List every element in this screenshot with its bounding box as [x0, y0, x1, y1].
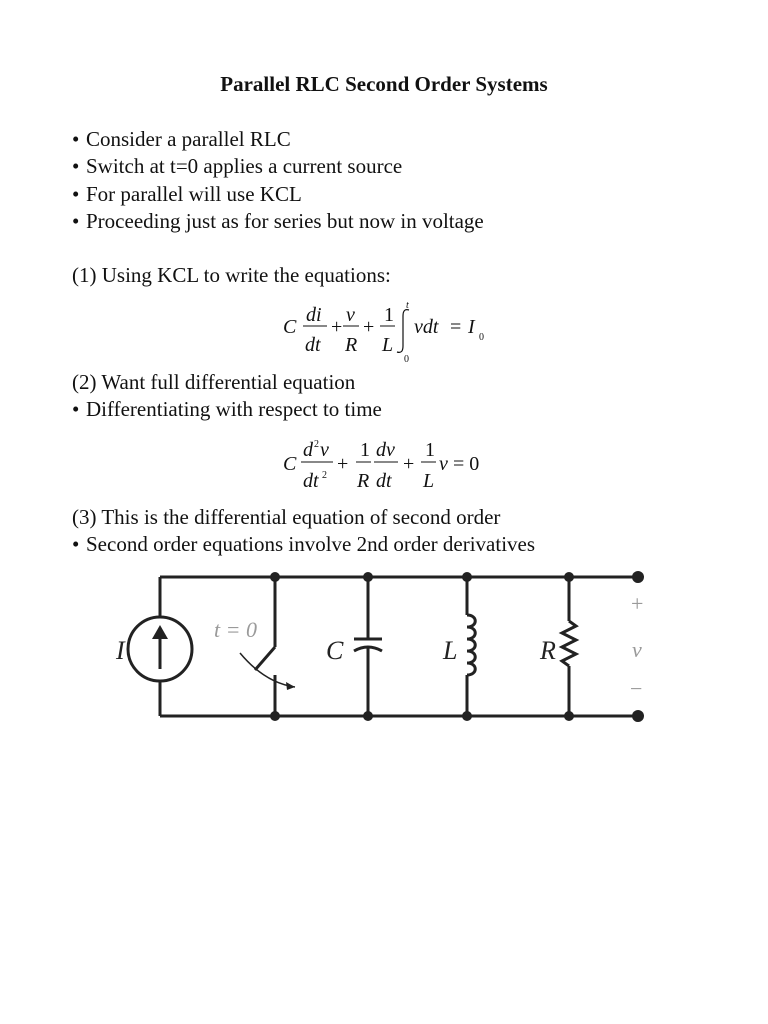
bullet-icon: •	[72, 209, 80, 233]
bullet-item	[72, 532, 535, 557]
eq2-l: L	[423, 470, 435, 492]
eq1-upper-limit: t	[406, 300, 409, 311]
eq2-dt: dt	[376, 470, 392, 492]
parallel-rlc-circuit	[100, 565, 660, 735]
node-dot	[564, 711, 574, 721]
eq2-dt-sup: 2	[322, 470, 327, 481]
node-dot	[363, 572, 373, 582]
eq1-dt: dt	[305, 334, 321, 356]
page-title: Parallel RLC Second Order Systems	[220, 72, 548, 96]
eq1-i-sub: 0	[479, 332, 484, 343]
bullet-icon: •	[72, 397, 80, 421]
node-dot	[462, 572, 472, 582]
inductor-coil	[467, 615, 475, 675]
eq1-di: di	[306, 304, 322, 326]
integral-sign	[397, 310, 409, 353]
eq1-r: R	[345, 334, 358, 356]
node-dot	[462, 711, 472, 721]
node-dot	[564, 572, 574, 582]
eq1-plus-1: +	[331, 316, 343, 338]
eq1-plus-2: +	[363, 316, 375, 338]
bullet-icon: •	[72, 127, 80, 151]
eq2-c: C	[283, 453, 297, 475]
bullet-item	[72, 127, 291, 152]
eq2-v: v	[320, 439, 329, 461]
bullet-item	[72, 397, 382, 422]
eq2-rhs: = 0	[453, 453, 480, 475]
switch-label: t = 0	[214, 617, 257, 642]
eq1-l: L	[382, 334, 394, 356]
capacitor-label: C	[326, 636, 344, 665]
step-3-heading: (3) This is the differential equation of second order	[72, 505, 501, 529]
bullet-text: Proceeding just as for series but now in voltage	[86, 209, 484, 233]
eq1-i: I	[468, 316, 475, 338]
step-1-heading: (1) Using KCL to write the equations:	[72, 263, 391, 287]
eq2-v-term: v	[439, 453, 448, 475]
eq2-plus-1: +	[337, 453, 349, 475]
eq1-v: v	[346, 304, 355, 326]
switch-blade	[255, 647, 275, 670]
bullet-text: Second order equations involve 2nd order derivatives	[86, 532, 536, 556]
eq2-plus-2: +	[403, 453, 415, 475]
terminal-bottom	[632, 710, 644, 722]
source-label: I	[116, 636, 125, 665]
bullet-icon: •	[72, 182, 80, 206]
eq1-c: C	[283, 316, 297, 338]
resistor-zigzag	[562, 621, 576, 666]
resistor-label: R	[540, 636, 556, 665]
bullet-icon: •	[72, 154, 80, 178]
bullet-icon: •	[72, 532, 80, 556]
node-dot	[270, 572, 280, 582]
inductor-label: L	[443, 636, 458, 665]
switch-arc	[240, 653, 295, 687]
terminal-top	[632, 571, 644, 583]
eq2-one-1: 1	[360, 439, 370, 461]
eq2-dt2: dt	[303, 470, 319, 492]
bullet-text: Consider a parallel RLC	[86, 127, 291, 151]
eq1-one: 1	[384, 304, 394, 326]
bullet-item	[72, 209, 484, 234]
step-2-heading: (2) Want full differential equation	[72, 370, 356, 394]
node-dot	[363, 711, 373, 721]
eq2-one-2: 1	[425, 439, 435, 461]
bullet-text: For parallel will use KCL	[86, 182, 302, 206]
bullet-item	[72, 182, 302, 207]
eq1-integrand: vdt	[414, 316, 439, 338]
equation-differential	[275, 432, 505, 496]
eq2-sup: 2	[314, 439, 319, 450]
eq1-equals: =	[450, 316, 462, 338]
minus-label: −	[630, 676, 643, 701]
bullet-item	[72, 154, 402, 179]
equation-kcl	[275, 298, 515, 368]
eq2-r: R	[357, 470, 370, 492]
node-dot	[270, 711, 280, 721]
eq2-d: d	[303, 439, 313, 461]
switch-arc-arrowhead	[286, 682, 295, 690]
eq1-lower-limit: 0	[404, 354, 409, 365]
bullet-text: Differentiating with respect to time	[86, 397, 382, 421]
eq2-dv: dv	[376, 439, 395, 461]
voltage-label: v	[632, 637, 642, 662]
bullet-text: Switch at t=0 applies a current source	[86, 154, 403, 178]
plus-label: +	[631, 591, 644, 616]
